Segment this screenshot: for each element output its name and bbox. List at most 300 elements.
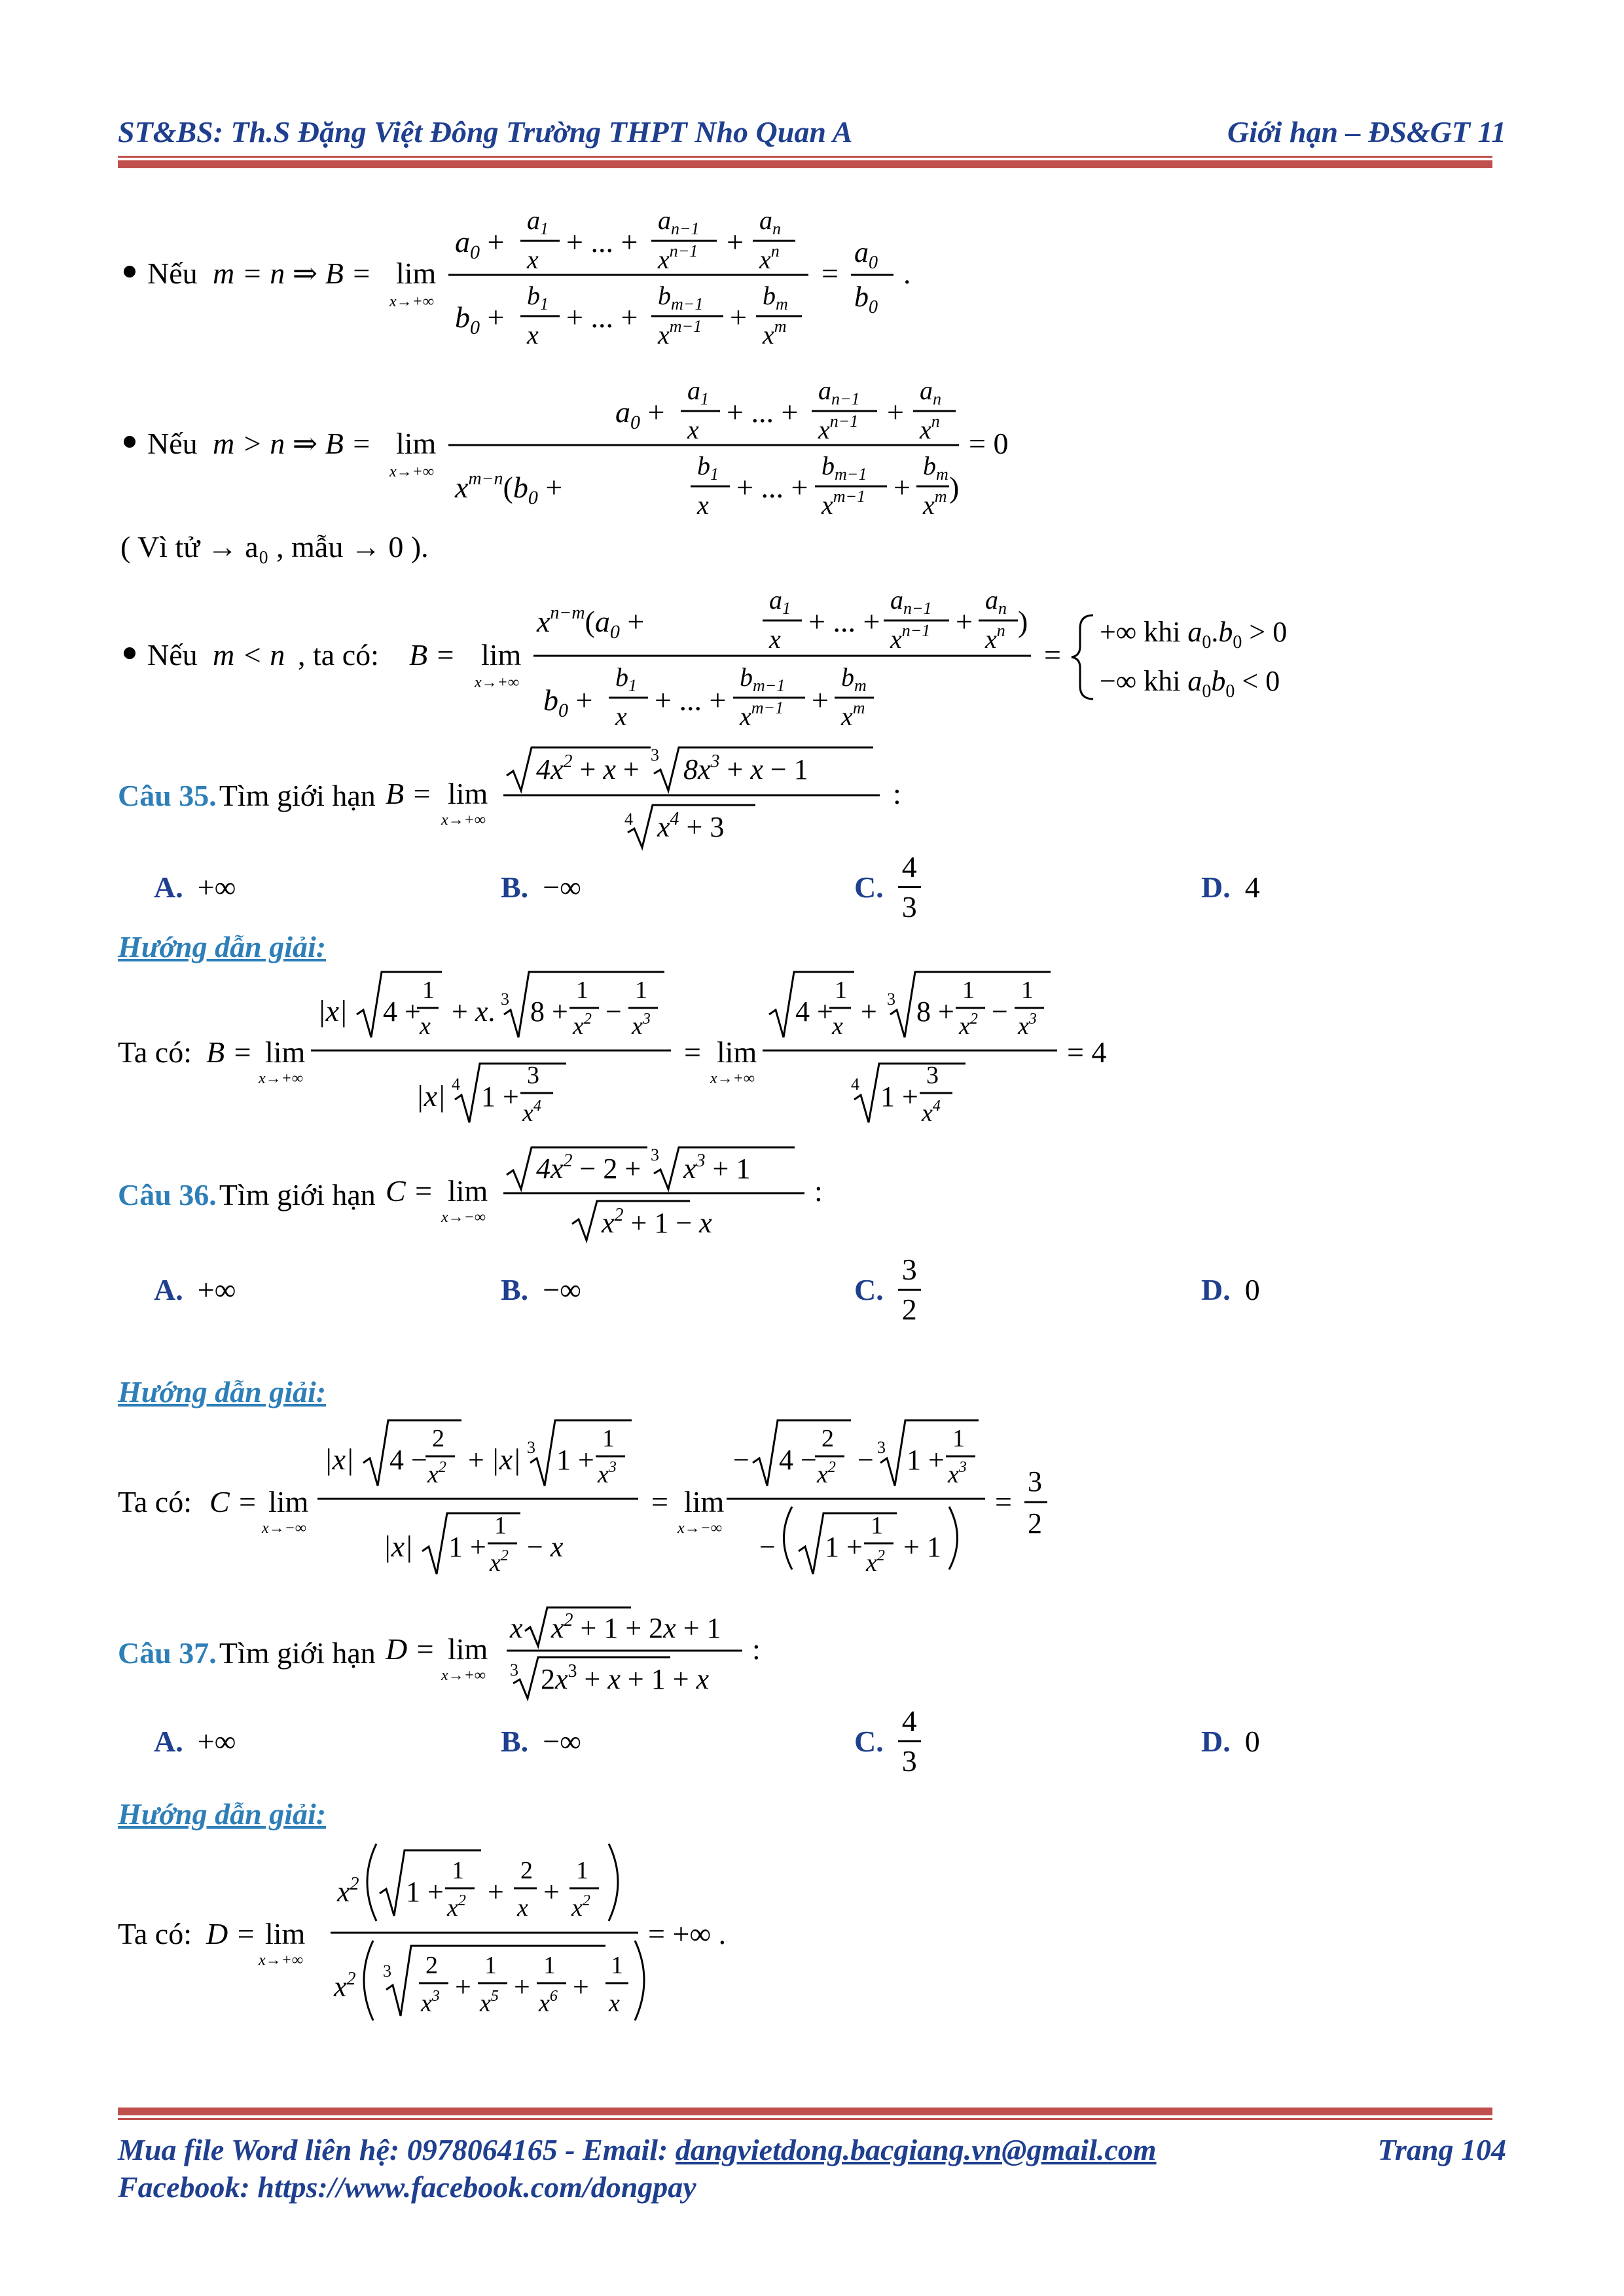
- svg-text:xm−1: $x^{m-1}$: [740, 698, 784, 731]
- case-word: Nếu: [147, 638, 198, 672]
- header-rule-thin: [118, 156, 1492, 158]
- option-label: D.: [1201, 870, 1231, 904]
- option-value: −∞: [543, 870, 581, 904]
- svg-text:+ ... +: + ... +: [655, 683, 727, 717]
- guide-label-36: Hướng dẫn giải:: [118, 1375, 327, 1408]
- svg-text:−∞ khi a0b0 < 0: −∞ khi $a_0b_0 < 0$: [1100, 665, 1280, 702]
- svg-text:− x: − x: [527, 1531, 564, 1563]
- svg-text:x→+∞: x→+∞: [259, 1070, 303, 1087]
- svg-text:lim: lim: [481, 638, 522, 672]
- option-label: C.: [854, 1724, 884, 1758]
- svg-text:+ ... +: + ... +: [808, 605, 880, 638]
- svg-text:): ): [1018, 605, 1028, 638]
- svg-text:m < n: m < n: [213, 638, 285, 672]
- svg-text:+: +: [812, 683, 829, 717]
- svg-text:+: +: [956, 605, 973, 638]
- svg-text:+ ... +: + ... +: [566, 300, 638, 334]
- svg-text:x: x: [697, 490, 709, 520]
- svg-text:x: x: [687, 415, 699, 444]
- svg-text:m > n ⇒ B =: m > n ⇒ B =: [213, 427, 372, 460]
- fraction-numerator: 4: [901, 1704, 917, 1738]
- svg-text:x3: $x^3$: [632, 1011, 651, 1040]
- option-value: +∞: [197, 1272, 236, 1306]
- solution-37: [115, 1836, 1515, 2045]
- svg-text:bm: $b_m$: [923, 451, 948, 484]
- svg-text:2: 2: [425, 1952, 438, 1979]
- footer-email-link[interactable]: dangvietdong.bacgiang.vn@gmail.com: [675, 2133, 1157, 2166]
- svg-text:x→+∞: x→+∞: [259, 1952, 303, 1969]
- svg-text:bm−1: $b_{m-1}$: [740, 662, 785, 695]
- question-36-options: [154, 1247, 1306, 1332]
- svg-text:=: =: [821, 257, 839, 290]
- svg-text:xn−1: $x^{n-1}$: [658, 242, 698, 274]
- question-37-options: [154, 1698, 1306, 1784]
- svg-text:=: =: [1044, 638, 1061, 672]
- svg-text:+∞ khi a0.b0 > 0: +∞ khi $a_0.b_0 > 0$: [1100, 616, 1288, 653]
- svg-text:4 +: 4 +: [795, 996, 833, 1028]
- svg-text:x2 + 1 + 2x + 1: $x^2 + 1 + 2x + 1$: [550, 1610, 721, 1644]
- footer-rule-thick: [118, 2108, 1492, 2115]
- option-a[interactable]: [154, 1698, 236, 1784]
- svg-text:|x|: |x|: [383, 1530, 413, 1563]
- case-m-less-n: [115, 576, 1515, 746]
- option-label: A.: [154, 870, 183, 904]
- svg-text:x2: $x^2$: [447, 1892, 466, 1922]
- ta-co-label: Ta có:: [118, 1485, 192, 1518]
- svg-text:1: 1: [494, 1512, 507, 1539]
- svg-text:4x2 + x +: $4x^2 + x$ +: [535, 751, 640, 785]
- svg-text:x→+∞: x→+∞: [441, 1667, 486, 1684]
- ta-co-label: Ta có:: [118, 1035, 192, 1069]
- guide-label-37: Hướng dẫn giải:: [118, 1797, 327, 1831]
- question-number: Câu 37.: [118, 1636, 217, 1670]
- svg-text:an−1: $a_{n-1}$: [658, 206, 700, 238]
- svg-text:+: +: [887, 395, 904, 429]
- svg-text:lim: lim: [447, 777, 488, 810]
- svg-text:B =: B =: [409, 638, 456, 672]
- case-word: Nếu: [147, 427, 198, 460]
- svg-text:D =: D =: [385, 1632, 435, 1666]
- svg-text:+: +: [543, 1876, 560, 1908]
- svg-text:xn−1: $x^{n-1}$: [890, 621, 931, 654]
- svg-text:4: 4: [452, 1075, 460, 1094]
- svg-text:3: 3: [926, 1062, 939, 1089]
- svg-text:x→−∞: x→−∞: [677, 1520, 722, 1537]
- svg-text:lim: lim: [265, 1035, 306, 1069]
- svg-text:x4: $x^4$: [522, 1098, 541, 1127]
- svg-text:a0 +: $a_0$ +: [455, 225, 505, 263]
- footer-facebook-link[interactable]: Facebook: https://www.facebook.com/dongpay: [118, 2170, 696, 2204]
- option-value: −∞: [543, 1724, 581, 1758]
- svg-text:.: .: [903, 257, 911, 290]
- svg-text:1 +: 1 +: [406, 1876, 444, 1908]
- svg-text:an−1: $a_{n-1}$: [818, 376, 860, 408]
- svg-text:x: x: [615, 702, 627, 731]
- ta-co-label: Ta có:: [118, 1917, 192, 1950]
- option-fraction: [898, 1252, 921, 1326]
- svg-text:xm: $x^m$: [763, 317, 787, 350]
- svg-text:−: −: [857, 1444, 874, 1476]
- svg-text:4x2 − 2 +: $4x^2 - 2$ +: [535, 1151, 641, 1185]
- svg-text:x2: $x^2$: [571, 1892, 590, 1922]
- khi-word: khi: [1144, 616, 1181, 648]
- svg-text:lim: lim: [396, 427, 437, 460]
- question-number: Câu 36.: [118, 1177, 217, 1211]
- svg-text:m = n ⇒ B =: m = n ⇒ B =: [213, 257, 372, 290]
- option-value: 4: [1244, 870, 1260, 904]
- option-d[interactable]: [1201, 1247, 1260, 1332]
- svg-text:1 +: 1 +: [481, 1081, 519, 1113]
- option-label: D.: [1201, 1272, 1231, 1306]
- svg-text:+ ... +: + ... +: [727, 395, 799, 429]
- svg-text:+ x.: + x.: [452, 996, 496, 1028]
- svg-text:3: 3: [527, 1438, 535, 1457]
- svg-text:+: +: [488, 1876, 504, 1908]
- svg-text:−: −: [733, 1444, 749, 1476]
- svg-text:x2: $x^2$: [817, 1459, 836, 1488]
- svg-text:xm−n(b0 +: $x^{m-n}(b_0$ +: [455, 469, 563, 509]
- svg-text:|x|: |x|: [317, 994, 348, 1028]
- svg-text:+: +: [514, 1971, 530, 2003]
- svg-text:3: 3: [527, 1062, 539, 1089]
- option-b[interactable]: [501, 1247, 581, 1332]
- svg-text:1 +: 1 +: [556, 1444, 594, 1476]
- svg-text::: :: [892, 777, 901, 810]
- question-37: [118, 1604, 1128, 1702]
- case-m-less-n-formula: [115, 576, 1515, 746]
- solution-35-formula: [115, 959, 1515, 1149]
- option-fraction: [898, 1706, 921, 1776]
- svg-text:1: 1: [452, 1857, 464, 1884]
- svg-text:x2: $x^2$: [573, 1011, 592, 1040]
- svg-text:4 −: 4 −: [389, 1444, 427, 1476]
- svg-text:lim: lim: [717, 1035, 757, 1069]
- svg-text:x2: $x^2$: [959, 1011, 978, 1040]
- option-c[interactable]: [854, 1247, 921, 1332]
- option-label: B.: [501, 870, 529, 904]
- svg-text:=: =: [684, 1035, 701, 1069]
- svg-text:= +∞ .: = +∞ .: [648, 1917, 727, 1950]
- svg-text:1: 1: [422, 977, 435, 1004]
- svg-text:2: 2: [821, 1425, 834, 1452]
- svg-text::: :: [751, 1632, 761, 1666]
- svg-text:|x|: |x|: [324, 1443, 354, 1476]
- case-word: Nếu: [147, 257, 198, 290]
- solution-36-formula: [115, 1407, 1515, 1604]
- solution-37-formula: [115, 1836, 1515, 2045]
- svg-text:3: 3: [383, 1962, 391, 1981]
- svg-text:−: −: [605, 996, 622, 1028]
- svg-text:4 −: 4 −: [779, 1444, 817, 1476]
- svg-text:an: $a_n$: [985, 585, 1007, 618]
- svg-text:xn: $x^n$: [920, 412, 940, 444]
- question-number: Câu 35.: [118, 778, 217, 812]
- svg-text:D =: D =: [206, 1917, 256, 1950]
- svg-text:x2: $x^2$: [334, 1969, 356, 2003]
- svg-text:1: 1: [952, 1425, 965, 1452]
- svg-text:1 +: 1 +: [907, 1444, 945, 1476]
- svg-text:−: −: [759, 1531, 776, 1563]
- svg-text:xn: $x^n$: [985, 621, 1005, 654]
- svg-text:1: 1: [962, 977, 975, 1004]
- svg-text:xn−m(a0 +: $x^{n-m}(a_0$ +: [537, 603, 645, 643]
- svg-text:1: 1: [1021, 977, 1034, 1004]
- svg-text:a1: $a_1$: [527, 206, 549, 238]
- svg-text:x: x: [420, 1013, 431, 1040]
- case-m-greater-n: [115, 367, 1515, 533]
- option-a[interactable]: [154, 1247, 236, 1332]
- svg-text:a0: $a_0$: [854, 236, 878, 273]
- footer-page-number: Trang 104: [1377, 2133, 1506, 2166]
- header-topic: Giới hạn – ĐS&GT 11: [1227, 115, 1506, 149]
- question-text: Tìm giới hạn: [219, 1177, 376, 1211]
- option-c[interactable]: [854, 844, 921, 929]
- svg-text:B =: B =: [385, 777, 432, 810]
- svg-text:x2 + 1 − x: $x^2 + 1 - x$: [601, 1205, 712, 1239]
- option-value: +∞: [197, 870, 236, 904]
- svg-text:x5: $x^5$: [480, 1988, 499, 2017]
- svg-text:=: =: [651, 1485, 668, 1518]
- svg-text:= 0: = 0: [969, 427, 1009, 460]
- svg-text:8x3 + x − 1: $8x^3 + x - 1$: [683, 751, 808, 785]
- svg-text:|x|: |x|: [491, 1443, 521, 1476]
- svg-text:= 4: = 4: [1067, 1035, 1107, 1069]
- svg-text:x: x: [517, 1894, 528, 1922]
- option-d[interactable]: [1201, 1698, 1260, 1784]
- svg-text:3: 3: [509, 1660, 518, 1679]
- question-text: Tìm giới hạn: [219, 778, 376, 812]
- svg-text:|x|: |x|: [416, 1079, 446, 1113]
- svg-text:x2: $x^2$: [427, 1459, 446, 1488]
- svg-text:3: 3: [650, 1145, 659, 1164]
- case-m-equals-n-formula: [115, 196, 1515, 367]
- svg-text:x: x: [832, 1013, 843, 1040]
- svg-text:an−1: $a_{n-1}$: [890, 585, 932, 618]
- svg-text:bm−1: $b_{m-1}$: [821, 451, 867, 484]
- svg-text:xm−1: $x^{m-1}$: [658, 317, 702, 350]
- option-label: B.: [501, 1272, 529, 1306]
- svg-text:1: 1: [871, 1512, 883, 1539]
- svg-text:x6: $x^6$: [539, 1988, 558, 2017]
- svg-text:3: 3: [887, 990, 895, 1009]
- question-36-formula: [376, 1142, 1128, 1247]
- svg-text:xm: $x^m$: [841, 698, 865, 731]
- svg-text:+: +: [727, 225, 744, 259]
- svg-text:b1: $b_1$: [527, 281, 549, 314]
- svg-text:3: 3: [650, 745, 659, 764]
- svg-text:x2: $x^2$: [337, 1874, 359, 1908]
- svg-text:): ): [949, 471, 960, 504]
- svg-text:x4 + 3: $x^4 + 3$: [657, 809, 725, 843]
- svg-text:x→+∞: x→+∞: [475, 674, 519, 691]
- svg-text:1: 1: [543, 1952, 556, 1979]
- svg-text:x→+∞: x→+∞: [389, 293, 434, 310]
- svg-text:+: +: [893, 471, 911, 504]
- svg-text:bm−1: $b_{m-1}$: [658, 281, 704, 314]
- svg-text:3: 3: [501, 990, 509, 1009]
- svg-text:x: x: [527, 320, 539, 350]
- svg-text:1: 1: [576, 1857, 588, 1884]
- question-35: [118, 740, 1128, 851]
- svg-text:+: +: [730, 300, 747, 334]
- svg-text:x3: $x^3$: [948, 1459, 967, 1488]
- svg-text:b0 +: $b_0$ +: [455, 300, 505, 338]
- svg-text::: :: [814, 1174, 823, 1208]
- svg-text:x→+∞: x→+∞: [389, 463, 434, 480]
- question-37-formula: [376, 1604, 1128, 1702]
- svg-text:3: 3: [877, 1438, 886, 1457]
- khi-word: khi: [1144, 665, 1181, 697]
- svg-text:an: $a_n$: [759, 206, 781, 238]
- svg-text:b0 +: $b_0$ +: [543, 683, 593, 721]
- fraction-denominator: 3: [898, 1740, 921, 1776]
- svg-text:a0 +: $a_0$ +: [615, 395, 665, 433]
- svg-text:1: 1: [484, 1952, 497, 1979]
- svg-text:an: $a_n$: [920, 376, 941, 408]
- svg-text:2: 2: [520, 1857, 533, 1884]
- option-b[interactable]: [501, 844, 581, 929]
- svg-text:+ ... +: + ... +: [566, 225, 638, 259]
- svg-text:x: x: [609, 1990, 620, 2017]
- case-m-greater-n-formula: [115, 367, 1515, 533]
- svg-text:xn−1: $x^{n-1}$: [818, 412, 859, 444]
- svg-text:3: 3: [1028, 1465, 1042, 1498]
- question-35-formula: [376, 740, 1128, 851]
- svg-text:x→+∞: x→+∞: [710, 1070, 755, 1087]
- svg-text:a1: $a_1$: [687, 376, 709, 408]
- svg-text:1: 1: [611, 1952, 623, 1979]
- question-35-options: [154, 844, 1306, 929]
- svg-text:bm: $b_m$: [841, 662, 867, 695]
- svg-text:1: 1: [602, 1425, 615, 1452]
- svg-text:+: +: [861, 996, 877, 1028]
- svg-text:1 +: 1 +: [825, 1531, 863, 1563]
- case-tail: , ta có:: [298, 638, 379, 672]
- option-value: 0: [1244, 1272, 1260, 1306]
- option-label: A.: [154, 1272, 183, 1306]
- svg-text:bm: $b_m$: [763, 281, 788, 314]
- svg-text:x: x: [509, 1612, 523, 1644]
- svg-text:lim: lim: [447, 1174, 488, 1208]
- option-fraction: [898, 852, 921, 922]
- svg-text:x3: $x^3$: [421, 1988, 440, 2017]
- option-label: C.: [854, 1272, 884, 1306]
- note-line: [118, 524, 429, 569]
- footer-contact: [118, 2132, 1157, 2167]
- question-text: Tìm giới hạn: [219, 1636, 376, 1670]
- svg-text:1 +: 1 +: [880, 1081, 918, 1113]
- svg-text:+ ... +: + ... +: [736, 471, 808, 504]
- option-value: +∞: [197, 1724, 236, 1758]
- svg-text:−: −: [992, 996, 1008, 1028]
- option-value: 0: [1244, 1724, 1260, 1758]
- svg-text:a1: $a_1$: [769, 585, 791, 618]
- svg-text:1: 1: [576, 977, 588, 1004]
- fraction-denominator: 3: [898, 886, 921, 922]
- svg-text:x2: $x^2$: [866, 1547, 885, 1577]
- svg-text:xm−1: $x^{m-1}$: [821, 487, 866, 520]
- svg-text:1: 1: [635, 977, 647, 1004]
- svg-text:xm: $x^m$: [923, 487, 947, 520]
- svg-text:=: =: [995, 1485, 1012, 1518]
- fraction-numerator: 4: [901, 850, 917, 884]
- svg-text:x3: $x^3$: [1018, 1011, 1037, 1040]
- svg-text:x4: $x^4$: [922, 1098, 941, 1127]
- svg-text:+: +: [455, 1971, 471, 2003]
- svg-text:x2: $x^2$: [490, 1547, 509, 1577]
- option-value: −∞: [543, 1272, 581, 1306]
- svg-text:lim: lim: [396, 257, 437, 290]
- svg-text:x→−∞: x→−∞: [441, 1209, 486, 1226]
- svg-text:C =: C =: [209, 1485, 258, 1518]
- case-m-equals-n: [115, 196, 1515, 367]
- option-a[interactable]: [154, 844, 236, 929]
- svg-text:1: 1: [835, 977, 847, 1004]
- svg-text:+: +: [468, 1444, 484, 1476]
- note-text: ( Vì tử → a₀ , mẫu → 0 ).: [120, 529, 429, 564]
- svg-text:2: 2: [1028, 1507, 1042, 1539]
- bullet-icon: [124, 266, 135, 278]
- svg-text:x→+∞: x→+∞: [441, 812, 486, 829]
- svg-text:lim: lim: [684, 1485, 725, 1518]
- svg-text:lim: lim: [268, 1485, 309, 1518]
- svg-text:4: 4: [624, 810, 633, 829]
- solution-36: [115, 1407, 1515, 1604]
- fraction-denominator: 2: [898, 1289, 921, 1325]
- bullet-icon: [124, 647, 135, 659]
- svg-text:x3 + 1: $x^3 + 1$: [683, 1151, 751, 1185]
- svg-text:8 +: 8 +: [530, 996, 568, 1028]
- question-36: [118, 1142, 1128, 1247]
- option-label: C.: [854, 870, 884, 904]
- svg-text:4: 4: [851, 1075, 859, 1094]
- option-b[interactable]: [501, 1698, 581, 1784]
- footer-contact-text: Mua file Word liên hệ: 0978064165 - Email:: [118, 2133, 676, 2166]
- fraction-numerator: 3: [901, 1252, 917, 1286]
- header-rule-thick: [118, 160, 1492, 168]
- svg-text:+: +: [573, 1971, 589, 2003]
- option-label: D.: [1201, 1724, 1231, 1758]
- page-footer: [118, 2132, 1506, 2204]
- svg-text:x: x: [527, 245, 539, 274]
- svg-text:4 +: 4 +: [383, 996, 421, 1028]
- svg-text:x3: $x^3$: [598, 1459, 617, 1488]
- svg-text:xn: $x^n$: [759, 242, 780, 274]
- svg-text:+ 1: + 1: [903, 1531, 941, 1563]
- option-d[interactable]: [1201, 844, 1260, 929]
- svg-text:B =: B =: [206, 1035, 253, 1069]
- option-label: A.: [154, 1724, 183, 1758]
- svg-text:x→−∞: x→−∞: [262, 1520, 306, 1537]
- option-label: B.: [501, 1724, 529, 1758]
- page-header: [118, 115, 1506, 149]
- svg-text:8 +: 8 +: [916, 996, 954, 1028]
- header-author: ST&BS: Th.S Đặng Việt Đông Trường THPT Nho Quan A: [118, 115, 853, 149]
- svg-text:b1: $b_1$: [615, 662, 637, 695]
- solution-35: [115, 959, 1515, 1149]
- footer-rule-thin: [118, 2118, 1492, 2120]
- svg-text:2x3 + x + 1 + x: $2x^3 + x + 1 + x$: [540, 1661, 709, 1695]
- svg-text:lim: lim: [447, 1632, 488, 1666]
- guide-label-35: Hướng dẫn giải:: [118, 930, 327, 963]
- svg-text:lim: lim: [265, 1917, 306, 1950]
- svg-text:b0: $b_0$: [854, 281, 878, 317]
- bullet-icon: [124, 436, 135, 448]
- svg-text:1 +: 1 +: [448, 1531, 486, 1563]
- option-c[interactable]: [854, 1698, 921, 1784]
- svg-text:x: x: [769, 624, 781, 654]
- svg-text:2: 2: [432, 1425, 444, 1452]
